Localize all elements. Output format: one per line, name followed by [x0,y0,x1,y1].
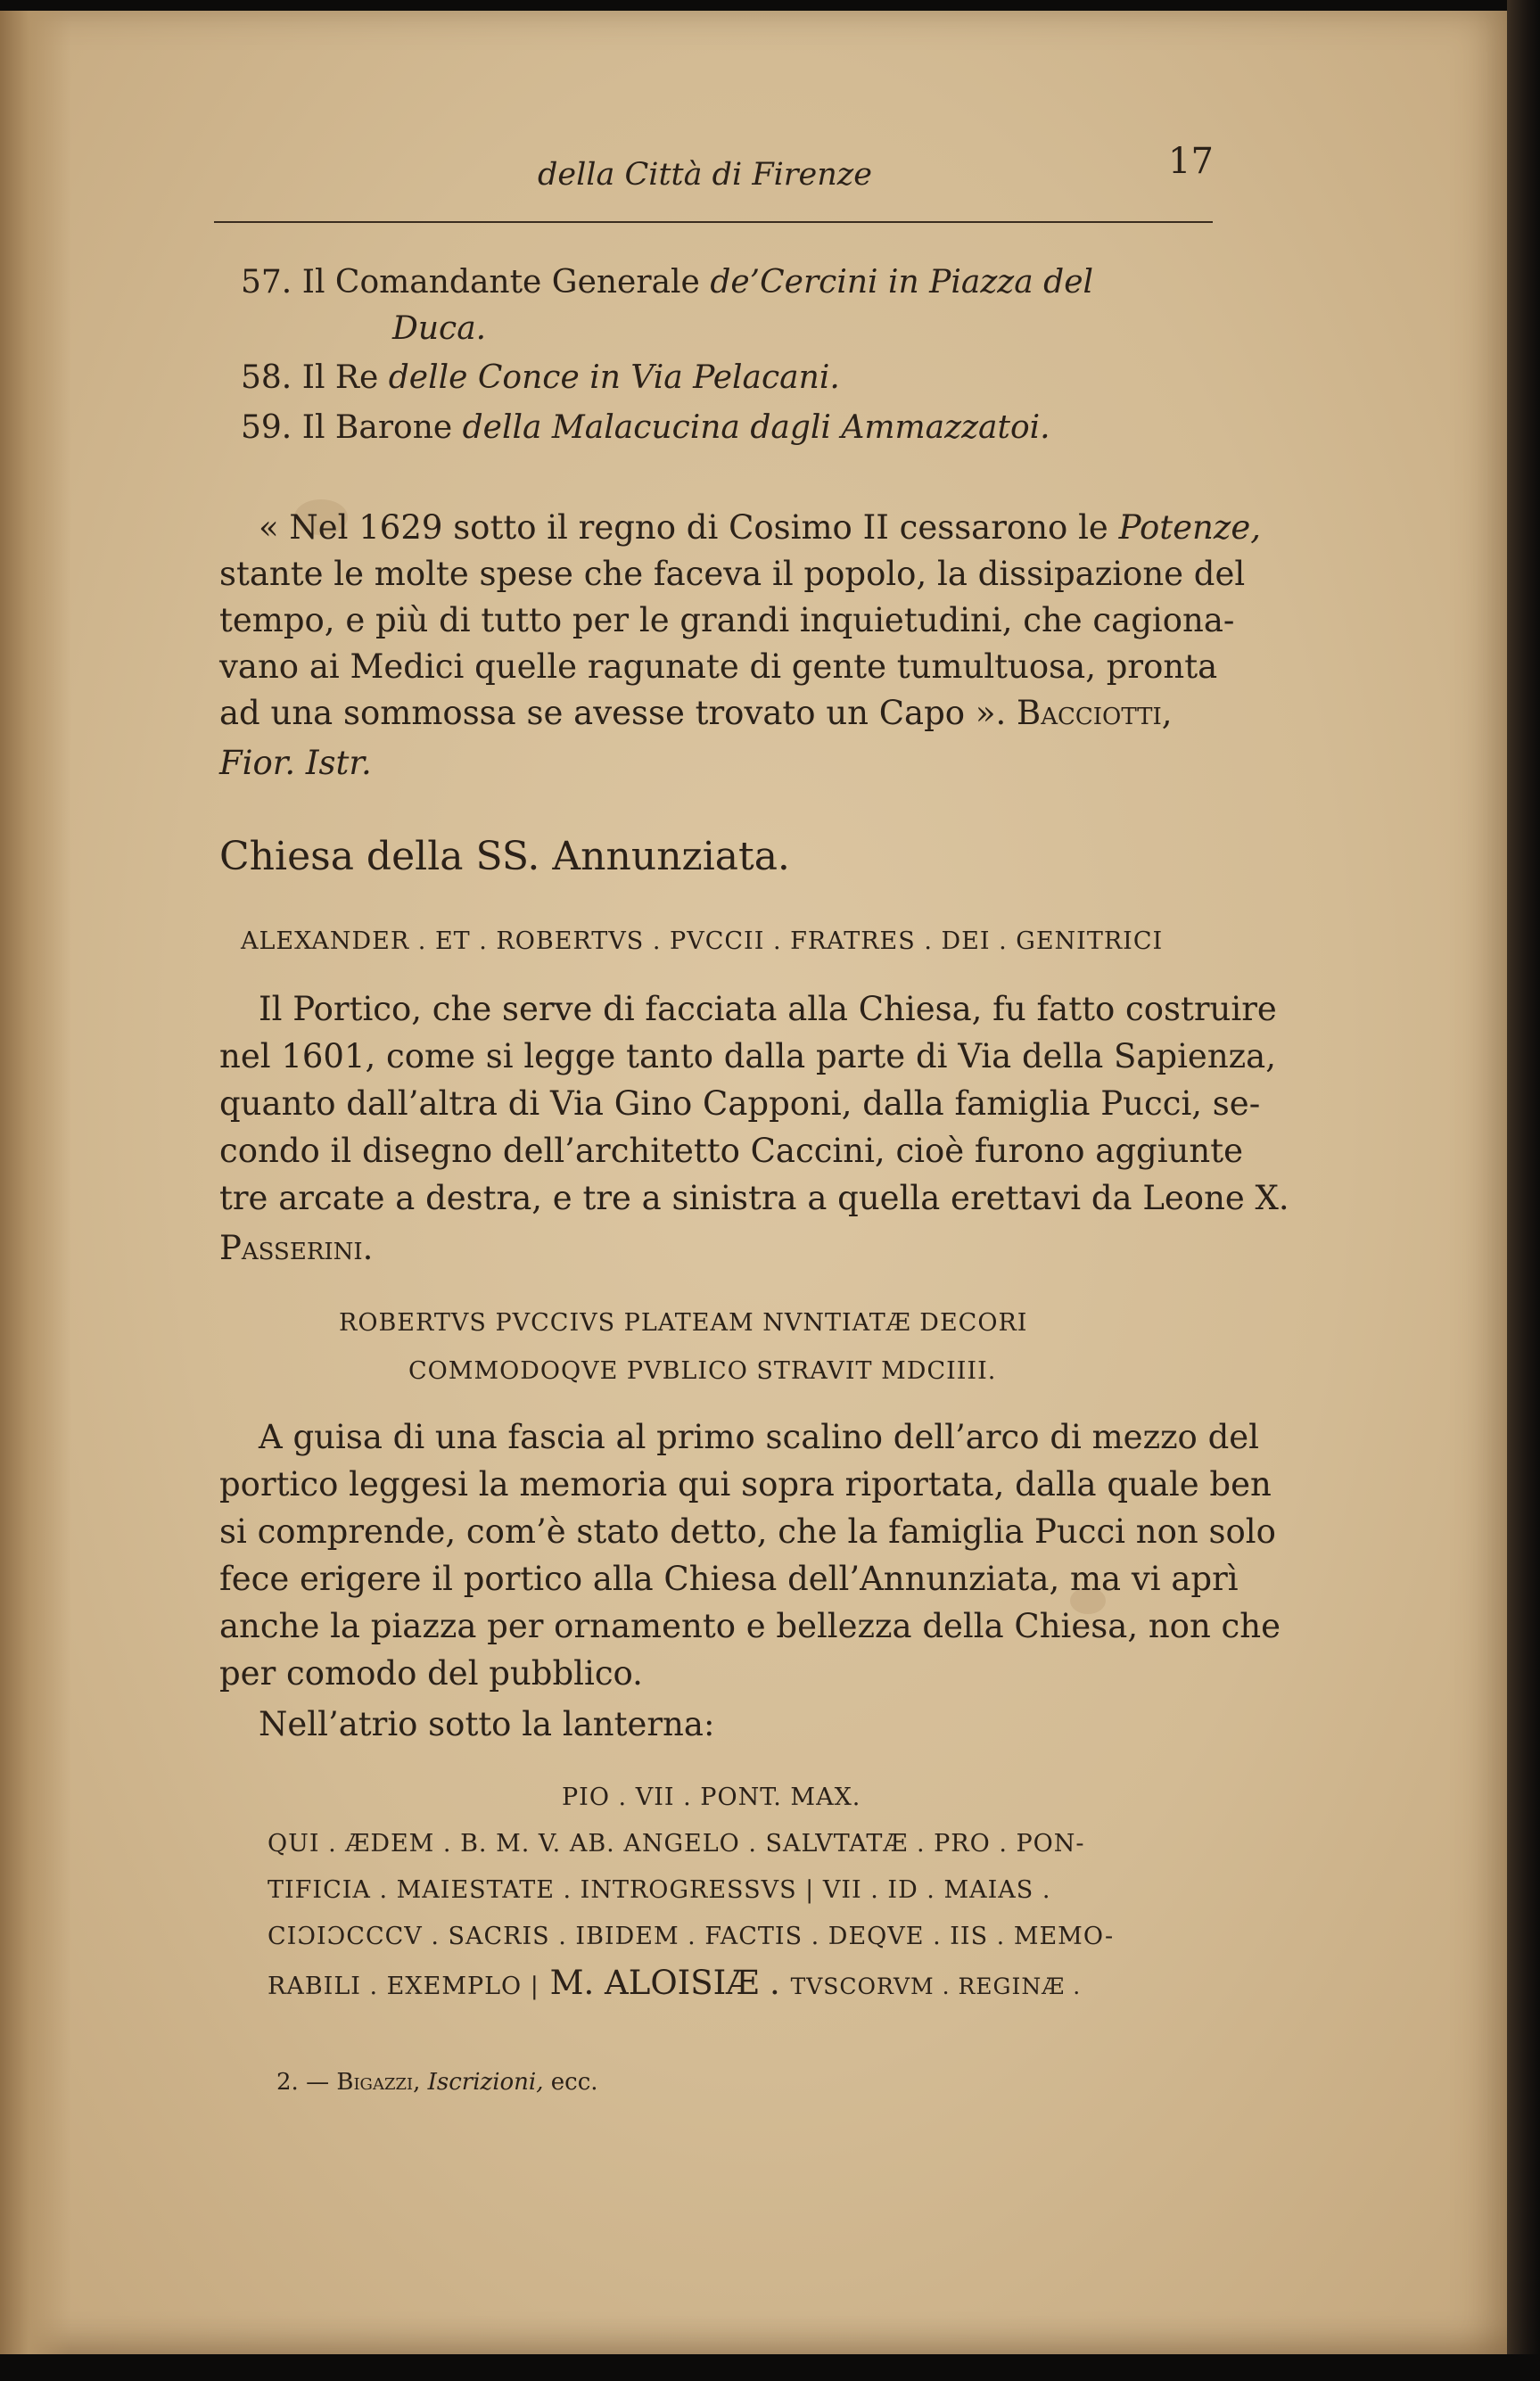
list-item: 59. Il Barone della Malacucina dagli Ammazzatoi. [241,409,1050,446]
scan-border [0,2354,1540,2381]
paragraph-line: si comprende, com’è stato detto, che la famiglia Pucci non solo [219,1512,1276,1551]
list-item: 57. Il Comandante Generale de’Cercini in Piazza del [241,264,1094,301]
paragraph-line: tre arcate a destra, e tre a sinistra a quella erettavi da Leone X. [219,1179,1289,1217]
inscription-line: QUI . ÆDEM . B. M. V. AB. ANGELO . SALVTATÆ . PRO . PON- [268,1830,1085,1858]
paragraph-line: anche la piazza per ornamento e bellezza della Chiesa, non che [219,1607,1281,1645]
inscription-line: RABILI . EXEMPLO | M. ALOISIÆ . TVSCORVM . REGINÆ . [268,1964,1082,2002]
page-number: 17 [1168,141,1214,182]
inscription-line: CIƆIƆCCCV . SACRIS . IBIDEM . FACTIS . DEQVE . IIS . MEMO- [268,1923,1115,1950]
section-heading: Chiesa della SS. Annunziata. [219,834,790,879]
paragraph-line: Il Portico, che serve di facciata alla Chiesa, fu fatto costruire [259,990,1277,1028]
running-header: della Città di Firenze [538,157,872,193]
inscription-line: TIFICIA . MAIESTATE . INTROGRESSVS | VII . ID . MAIAS . [268,1876,1051,1904]
paragraph-line: quanto dall’altra di Via Gino Capponi, dalla famiglia Pucci, se- [219,1084,1261,1123]
list-item: 58. Il Re delle Conce in Via Pelacani. [241,359,840,396]
dedication-inscription: ALEXANDER . ET . ROBERTVS . PVCCII . FRATRES . DEI . GENITRICI [241,927,1164,955]
paragraph-author: Passerini. [219,1229,374,1267]
quote-source: Fior. Istr. [219,744,372,782]
page-gutter [0,11,71,2358]
book-edge [1507,0,1540,2381]
footnote: 2. — Bigazzi, Iscrizioni, ecc. [276,2069,598,2096]
paragraph-line: A guisa di una fascia al primo scalino dell’arco di mezzo del [259,1418,1260,1456]
list-item-continuation: Duca. [392,310,487,347]
header-rule [214,221,1213,223]
paragraph-line: per comodo del pubblico. [219,1654,643,1693]
paragraph-line: condo il disegno dell’architetto Caccini, cioè furono aggiunte [219,1132,1243,1170]
paragraph-line: portico leggesi la memoria qui sopra riportata, dalla quale ben [219,1465,1272,1504]
quote-line: vano ai Medici quelle ragunate di gente tumultuosa, pronta [219,647,1218,686]
quote-line: « Nel 1629 sotto il regno di Cosimo II cessarono le Potenze, [259,508,1261,547]
inscription-line: PIO . VII . PONT. MAX. [562,1784,861,1811]
quote-line: stante le molte spese che faceva il popolo, la dissipazione del [219,555,1246,593]
paragraph-line: nel 1601, come si legge tanto dalla parte di Via della Sapienza, [219,1037,1276,1075]
paragraph-line: Nell’atrio sotto la lanterna: [259,1705,715,1743]
inscription-line: ROBERTVS PVCCIVS PLATEAM NVNTIATÆ DECORI [339,1309,1028,1337]
quote-line: ad una sommossa se avesse trovato un Capo ». Bacciotti, [219,694,1173,732]
paragraph-line: fece erigere il portico alla Chiesa dell’Annunziata, ma vi aprì [219,1560,1239,1598]
inscription-line: COMMODOQVE PVBLICO STRAVIT MDCIIII. [408,1357,997,1385]
quote-line: tempo, e più di tutto per le grandi inquietudini, che cagiona- [219,601,1235,639]
